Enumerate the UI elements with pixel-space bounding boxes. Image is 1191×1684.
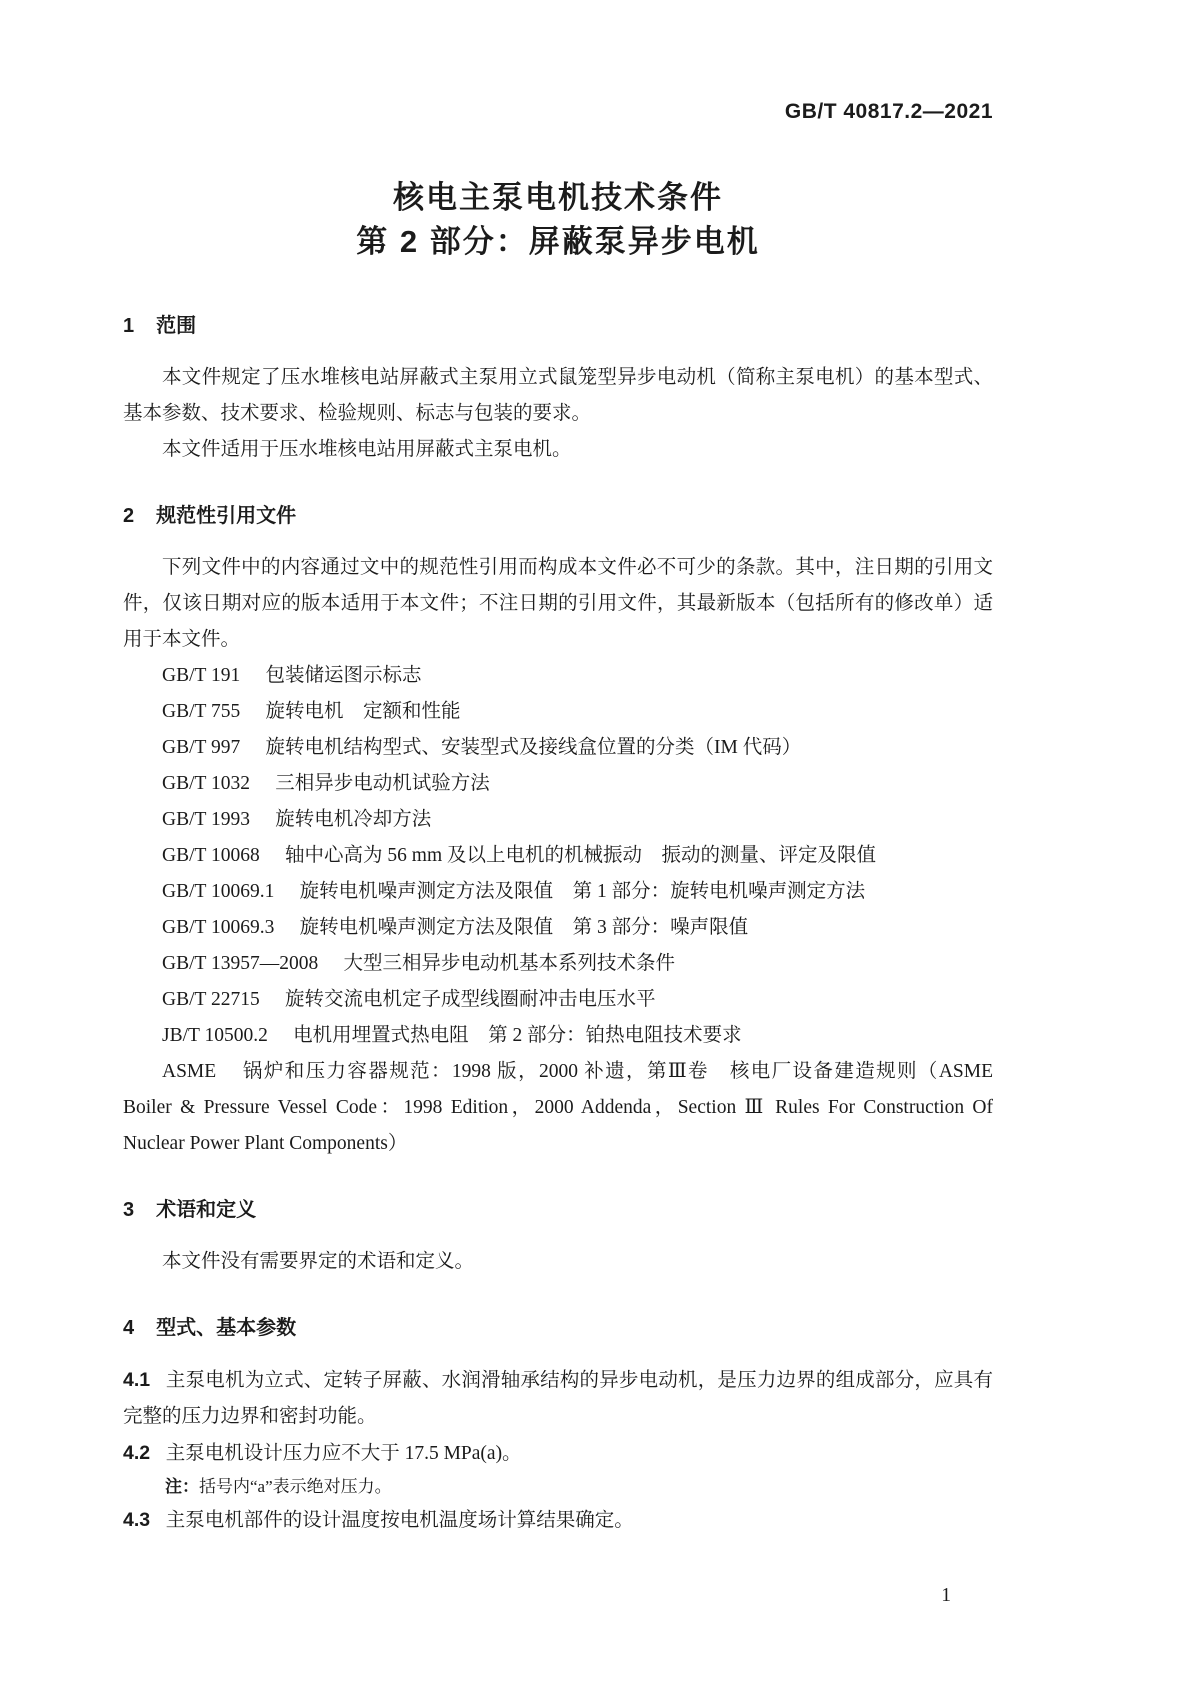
clause-text: 主泵电机部件的设计温度按电机温度场计算结果确定。	[165, 1510, 634, 1531]
page-number: 1	[941, 1585, 951, 1606]
reference-code: GB/T 1993	[162, 809, 250, 830]
clause-4-1	[123, 1362, 993, 1435]
reference-title: 旋转电机 定额和性能	[265, 701, 461, 722]
doc-title-line2: 第 2 部分：屏蔽泵异步电机	[356, 224, 760, 259]
reference-title: 旋转电机冷却方法	[275, 809, 432, 830]
section-1-title: 范围	[156, 315, 197, 337]
reference-item	[123, 1054, 993, 1162]
reference-code: GB/T 755	[162, 701, 241, 722]
paragraph: 本文件没有需要界定的术语和定义。	[162, 1251, 475, 1272]
section-2-heading	[123, 502, 993, 530]
section-4-title: 型式、基本参数	[156, 1317, 297, 1339]
reference-title: 旋转交流电机定子成型线圈耐冲击电压水平	[285, 989, 656, 1010]
reference-code: GB/T 10069.3	[162, 917, 275, 938]
reference-item	[123, 658, 993, 694]
reference-title: 锅炉和压力容器规范：1998 版，2000 补遗，第Ⅲ卷 核电厂设备建造规则（ASME Boiler & Pressure Vessel Code：1998 Edition，2000 Addenda，Section Ⅲ Rules For Construction Of Nuclear Power Plant Components）	[123, 1061, 993, 1154]
section-3-number: 3	[123, 1199, 135, 1221]
reference-title: 旋转电机结构型式、安装型式及接线盒位置的分类（IM 代码）	[265, 737, 802, 758]
reference-title: 大型三相异步电动机基本系列技术条件	[343, 953, 676, 974]
paragraph: 下列文件中的内容通过文中的规范性引用而构成本文件必不可少的条款。其中，注日期的引用文件，仅该日期对应的版本适用于本文件；不注日期的引用文件，其最新版本（包括所有的修改单）适用于本文件。	[123, 557, 993, 650]
reference-item	[123, 838, 993, 874]
section-2-number: 2	[123, 505, 135, 527]
clause-number: 4.3	[123, 1509, 151, 1531]
reference-code: JB/T 10500.2	[162, 1025, 268, 1046]
section-2-title: 规范性引用文件	[156, 505, 297, 527]
document-title	[123, 176, 993, 264]
reference-item	[123, 802, 993, 838]
reference-title: 包装储运图示标志	[265, 665, 422, 686]
paragraph: 本文件规定了压水堆核电站屏蔽式主泵用立式鼠笼型异步电动机（简称主泵电机）的基本型式、基本参数、技术要求、检验规则、标志与包装的要求。	[123, 367, 993, 424]
clause-note	[123, 1472, 993, 1502]
reference-code: ASME	[162, 1061, 217, 1082]
reference-code: GB/T 10069.1	[162, 881, 275, 902]
reference-item	[123, 874, 993, 910]
reference-title: 三相异步电动机试验方法	[275, 773, 490, 794]
clause-4-3	[123, 1502, 993, 1539]
clause-number: 4.2	[123, 1442, 151, 1464]
reference-item	[123, 982, 993, 1018]
note-text: 括号内“a”表示绝对压力。	[199, 1477, 392, 1496]
doc-number: GB/T 40817.2—2021	[784, 100, 993, 123]
reference-item	[123, 766, 993, 802]
reference-item	[123, 694, 993, 730]
section-4-heading	[123, 1314, 993, 1342]
note-label: 注：	[165, 1477, 199, 1496]
reference-item	[123, 1018, 993, 1054]
doc-title-line1: 核电主泵电机技术条件	[393, 180, 723, 215]
reference-title: 旋转电机噪声测定方法及限值 第 1 部分：旋转电机噪声测定方法	[299, 881, 866, 902]
section-1-number: 1	[123, 315, 135, 337]
reference-title: 旋转电机噪声测定方法及限值 第 3 部分：噪声限值	[299, 917, 749, 938]
clause-text: 主泵电机为立式、定转子屏蔽、水润滑轴承结构的异步电动机，是压力边界的组成部分，应具有完整的压力边界和密封功能。	[123, 1370, 993, 1427]
reference-code: GB/T 13957—2008	[162, 953, 319, 974]
reference-code: GB/T 997	[162, 737, 241, 758]
reference-title: 电机用埋置式热电阻 第 2 部分：铂热电阻技术要求	[293, 1025, 742, 1046]
reference-item	[123, 946, 993, 982]
reference-code: GB/T 1032	[162, 773, 250, 794]
clause-4-2	[123, 1435, 993, 1472]
section-4-number: 4	[123, 1317, 135, 1339]
section-3-heading	[123, 1196, 993, 1224]
reference-item	[123, 910, 993, 946]
clause-number: 4.1	[123, 1369, 151, 1391]
clause-text: 主泵电机设计压力应不大于 17.5 MPa(a)。	[165, 1443, 522, 1464]
page-footer	[0, 1585, 1191, 1667]
reference-code: GB/T 191	[162, 665, 241, 686]
paragraph: 本文件适用于压水堆核电站用屏蔽式主泵电机。	[162, 439, 572, 460]
reference-code: GB/T 10068	[162, 845, 260, 866]
section-1-heading	[123, 312, 993, 340]
reference-item	[123, 730, 993, 766]
reference-code: GB/T 22715	[162, 989, 260, 1010]
section-3-title: 术语和定义	[156, 1199, 257, 1221]
reference-title: 轴中心高为 56 mm 及以上电机的机械振动 振动的测量、评定及限值	[285, 845, 877, 866]
